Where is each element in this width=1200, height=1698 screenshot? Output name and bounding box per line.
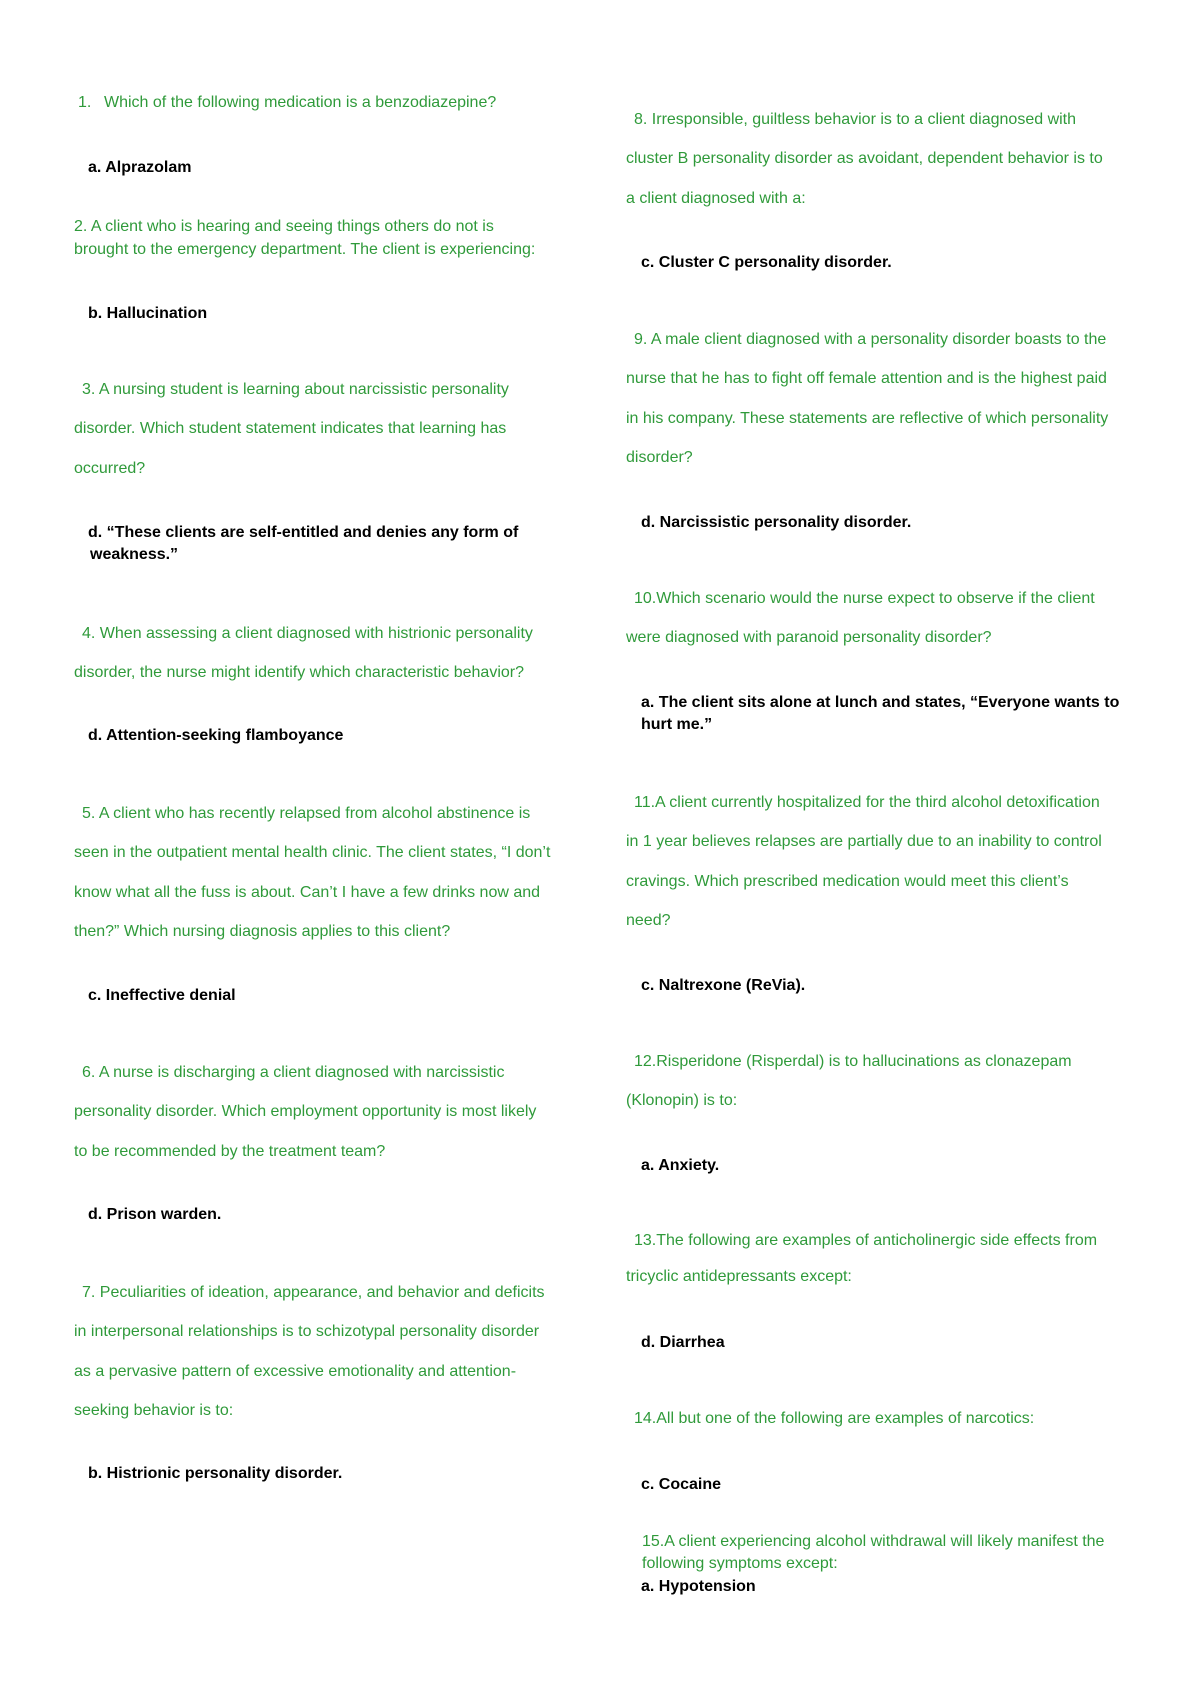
- question-11-line-2: in 1 year believes relapses are partially due to an inability to control: [626, 833, 1102, 850]
- question-12-line-2: (Klonopin) is to:: [626, 1092, 738, 1109]
- answer-11: c. Naltrexone (ReVia).: [641, 977, 806, 994]
- question-5-line-1: 5. A client who has recently relapsed from alcohol abstinence is: [82, 805, 531, 822]
- question-5-line-4: then?” Which nursing diagnosis applies to this client?: [74, 923, 451, 940]
- question-4-line-2: disorder, the nurse might identify which characteristic behavior?: [74, 664, 524, 681]
- answer-13: d. Diarrhea: [641, 1334, 725, 1351]
- question-3-line-2: disorder. Which student statement indicates that learning has: [74, 420, 507, 437]
- answer-14: c. Cocaine: [641, 1476, 722, 1493]
- question-3-line-3: occurred?: [74, 460, 146, 477]
- question-11-line-1: 11.A client currently hospitalized for the third alcohol detoxification: [634, 794, 1100, 811]
- question-9-line-1: 9. A male client diagnosed with a personality disorder boasts to the: [634, 331, 1107, 348]
- question-4-line-1: 4. When assessing a client diagnosed with histrionic personality: [82, 625, 533, 642]
- answer-9: d. Narcissistic personality disorder.: [641, 514, 912, 531]
- question-7-line-2: in interpersonal relationships is to schizotypal personality disorder: [74, 1323, 540, 1340]
- question-13-line-1: 13.The following are examples of anticholinergic side effects from: [634, 1232, 1098, 1249]
- question-10-line-2: were diagnosed with paranoid personality disorder?: [626, 629, 992, 646]
- question-2-line-1: 2. A client who is hearing and seeing things others do not is: [74, 218, 494, 235]
- question-11-line-3: cravings. Which prescribed medication would meet this client’s: [626, 873, 1069, 890]
- question-10-line-1: 10.Which scenario would the nurse expect to observe if the client: [634, 590, 1095, 607]
- answer-7: b. Histrionic personality disorder.: [88, 1465, 343, 1482]
- question-15-line-2: following symptoms except:: [642, 1555, 838, 1572]
- answer-12: a. Anxiety.: [641, 1157, 720, 1174]
- answer-6: d. Prison warden.: [88, 1206, 222, 1223]
- question-3-line-1: 3. A nursing student is learning about narcissistic personality: [82, 381, 509, 398]
- answer-10-line-1: a. The client sits alone at lunch and states, “Everyone wants to: [641, 694, 1120, 711]
- question-2-line-2: brought to the emergency department. The client is experiencing:: [74, 241, 536, 258]
- question-5-line-3: know what all the fuss is about. Can’t I have a few drinks now and: [74, 884, 541, 901]
- question-7-line-3: as a pervasive pattern of excessive emotionality and attention-: [74, 1363, 517, 1380]
- question-5-line-2: seen in the outpatient mental health clinic. The client states, “I don’t: [74, 844, 551, 861]
- question-14-line-1: 14.All but one of the following are examples of narcotics:: [634, 1410, 1035, 1427]
- answer-15: a. Hypotension: [641, 1578, 756, 1595]
- answer-8: c. Cluster C personality disorder.: [641, 254, 892, 271]
- question-1-number: 1.: [78, 94, 92, 111]
- question-8-line-1: 8. Irresponsible, guiltless behavior is to a client diagnosed with: [634, 111, 1077, 128]
- question-7-line-4: seeking behavior is to:: [74, 1402, 234, 1419]
- answer-2: b. Hallucination: [88, 305, 208, 322]
- question-15-line-1: 15.A client experiencing alcohol withdrawal will likely manifest the: [642, 1533, 1105, 1550]
- question-1-text: Which of the following medication is a benzodiazepine?: [104, 94, 497, 111]
- answer-1: a. Alprazolam: [88, 159, 192, 176]
- question-8-line-2: cluster B personality disorder as avoidant, dependent behavior is to: [626, 150, 1103, 167]
- question-6-line-1: 6. A nurse is discharging a client diagnosed with narcissistic: [82, 1064, 505, 1081]
- question-9-line-2: nurse that he has to fight off female attention and is the highest paid: [626, 370, 1107, 387]
- question-13-line-2: tricyclic antidepressants except:: [626, 1268, 852, 1285]
- question-9-line-4: disorder?: [626, 449, 693, 466]
- question-8-line-3: a client diagnosed with a:: [626, 190, 806, 207]
- answer-3-line-2: weakness.”: [90, 546, 179, 563]
- question-6-line-2: personality disorder. Which employment opportunity is most likely: [74, 1103, 537, 1120]
- answer-10-line-2: hurt me.”: [641, 716, 713, 733]
- question-12-line-1: 12.Risperidone (Risperdal) is to hallucinations as clonazepam: [634, 1053, 1072, 1070]
- answer-4: d. Attention-seeking flamboyance: [88, 727, 344, 744]
- answer-3-line-1: d. “These clients are self-entitled and denies any form of: [88, 524, 519, 541]
- question-6-line-3: to be recommended by the treatment team?: [74, 1143, 386, 1160]
- question-9-line-3: in his company. These statements are reflective of which personality: [626, 410, 1109, 427]
- question-7-line-1: 7. Peculiarities of ideation, appearance, and behavior and deficits: [82, 1284, 545, 1301]
- question-11-line-4: need?: [626, 912, 671, 929]
- answer-5: c. Ineffective denial: [88, 987, 236, 1004]
